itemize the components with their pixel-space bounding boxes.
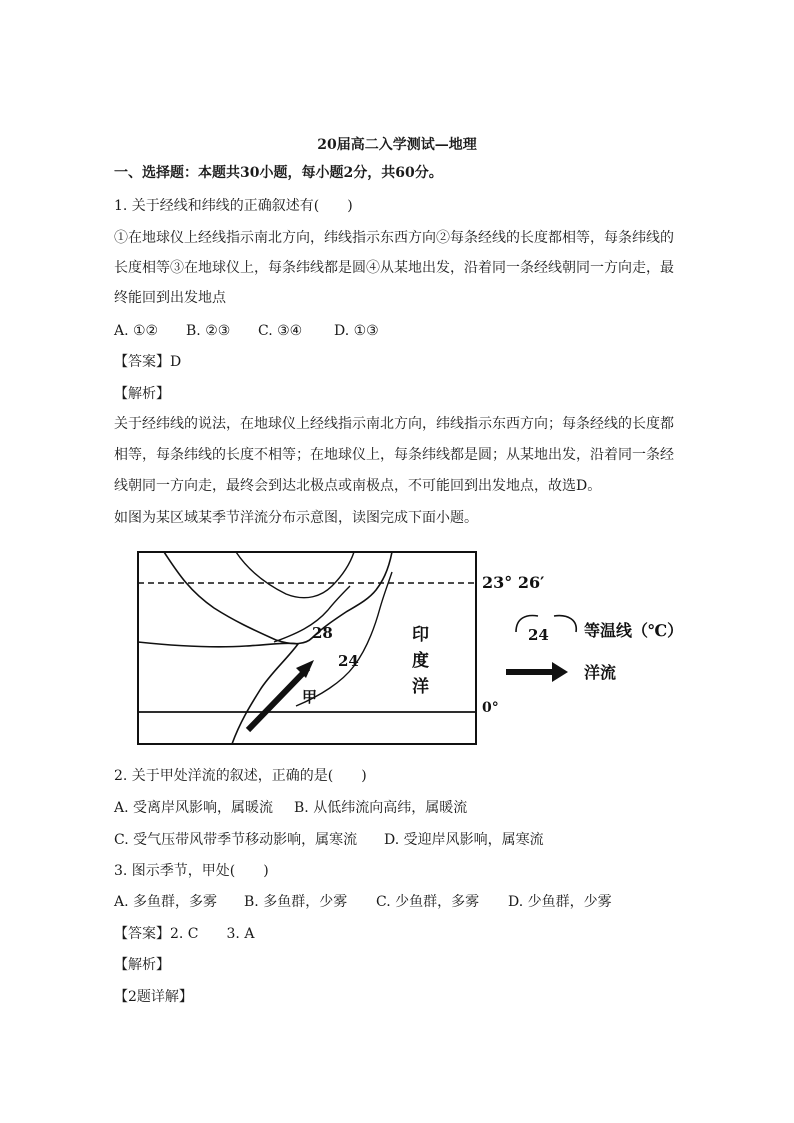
figure-intro: 如图为某区域某季节洋流分布示意图，读图完成下面小题。 <box>114 510 478 526</box>
jia-label: 甲 <box>302 688 318 706</box>
isotherm-24-label: 24 <box>338 652 359 670</box>
q2-detail-label: 【2题详解】 <box>114 989 193 1005</box>
q1-options <box>114 321 379 341</box>
q23-answer: 【答案】2. C 3. A <box>114 926 255 942</box>
legend-current-text: 洋流 <box>584 663 617 682</box>
q1-analysis-line: 线朝同一方向走，最终会到达北极点或南极点，不可能回到出发地点，故选D。 <box>114 478 602 494</box>
map-frame <box>138 552 476 744</box>
ocean-label-char: 度 <box>412 651 429 671</box>
q2-option-a: A. 受离岸风影响，属暖流 <box>114 800 274 816</box>
q1-body-line: 终能回到出发地点 <box>114 290 226 306</box>
q2-option-b: B. 从低纬流向高纬，属暖流 <box>294 800 468 816</box>
q2-option-d: D. 受迎岸风影响，属寒流 <box>384 832 544 848</box>
africa-coast <box>138 642 298 744</box>
ocean-label-char: 印 <box>412 625 429 645</box>
q3-options <box>114 892 612 912</box>
q1-body-line: ①在地球仪上经线指示南北方向，纬线指示东西方向②每条经线的长度都相等，每条纬线的 <box>114 230 674 246</box>
ocean-label-char: 洋 <box>412 677 429 697</box>
q1-analysis-label: 【解析】 <box>114 386 170 402</box>
q1-option-d: D. ①③ <box>334 323 379 339</box>
section-heading: 一、选择题：本题共30小题，每小题2分，共60分。 <box>114 165 443 181</box>
inner-coast <box>236 552 354 598</box>
q1-analysis-line: 相等，每条纬线的长度不相等；在地球仪上，每条纬线都是圆；从某地出发，沿着同一条经 <box>114 447 674 463</box>
q2-option-c: C. 受气压带风带季节移动影响，属寒流 <box>114 832 358 848</box>
legend-isotherm-value: 24 <box>528 626 549 644</box>
q2-options-row2 <box>114 830 544 850</box>
q3-option-c: C. 少鱼群，多雾 <box>376 894 480 910</box>
q1-stem: 1. 关于经线和纬线的正确叙述有( ) <box>114 198 353 214</box>
q1-analysis-line: 关于经纬线的说法，在地球仪上经线指示南北方向，纬线指示东西方向；每条经线的长度都 <box>114 416 674 432</box>
q23-analysis-label: 【解析】 <box>114 957 170 973</box>
q1-option-c: C. ③④ <box>258 323 303 339</box>
q1-answer: 【答案】D <box>114 354 182 370</box>
current-arrow-shaft <box>248 668 308 730</box>
legend-isotherm-text: 等温线（℃） <box>584 621 684 640</box>
q1-body-line: 长度相等③在地球仪上，每条纬线都是圆④从某地出发，沿着同一条经线朝同一方向走，最 <box>114 260 674 276</box>
isotherm-28-label: 28 <box>312 624 333 642</box>
q1-option-b: B. ②③ <box>186 323 231 339</box>
legend-current-arrow-head <box>552 662 568 682</box>
page-title: 20届高二入学测试—地理 <box>317 137 477 153</box>
equator-label: 0° <box>482 700 499 716</box>
q2-options-row1 <box>114 798 467 818</box>
q3-option-a: A. 多鱼群，多雾 <box>114 894 218 910</box>
q2-stem: 2. 关于甲处洋流的叙述，正确的是( ) <box>114 768 367 784</box>
q1-option-a: A. ①② <box>114 323 159 339</box>
arabia-coast <box>164 552 392 644</box>
ocean-current-map <box>136 550 736 746</box>
tropic-label: 23° 26′ <box>482 573 545 592</box>
q3-option-d: D. 少鱼群，少雾 <box>508 894 612 910</box>
map-svg <box>136 550 736 746</box>
q3-stem: 3. 图示季节，甲处( ) <box>114 863 269 879</box>
q3-option-b: B. 多鱼群，少雾 <box>244 894 348 910</box>
